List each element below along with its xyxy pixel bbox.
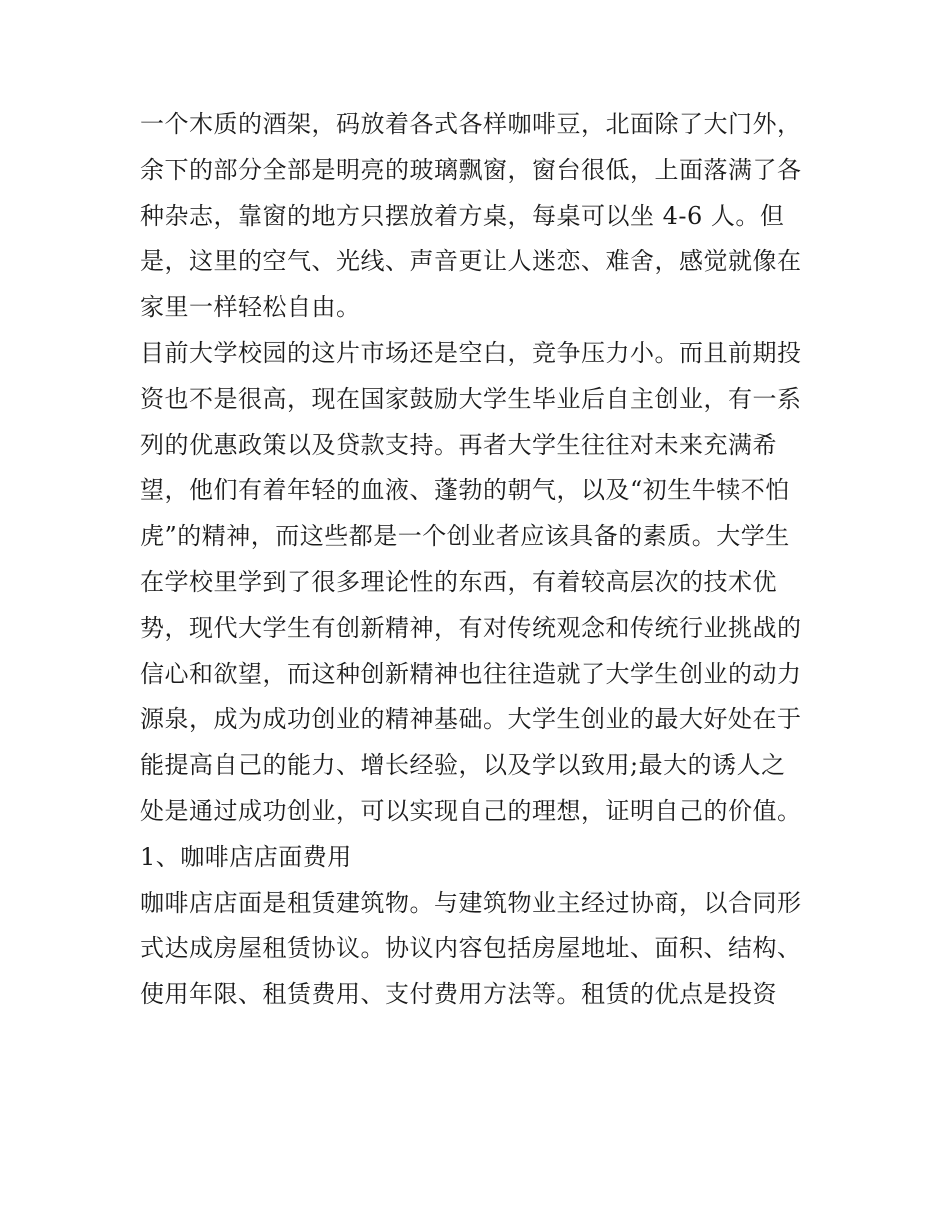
text-line: 使用年限、租赁费用、支付费用方法等。租赁的优点是投资 — [140, 980, 777, 1009]
text-line: 列的优惠政策以及贷款支持。再者大学生往往对未来充满希 — [140, 430, 777, 459]
text-line: 一个木质的酒架，码放着各式各样咖啡豆，北面除了大门外， — [140, 110, 802, 138]
text-line: 在学校里学到了很多理论性的东西，有着较高层次的技术优 — [140, 567, 777, 596]
text-line: 式达成房屋租赁协议。协议内容包括房屋地址、面积、结构、 — [140, 934, 802, 963]
section-heading: 1、咖啡店店面费用 — [140, 842, 352, 871]
text-line: 目前大学校园的这片市场还是空白，竞争压力小。而且前期投 — [140, 338, 802, 367]
text-line: 是，这里的空气、光线、声音更让人迷恋、难舍，感觉就像在 — [140, 247, 802, 276]
text-line: 信心和欲望，而这种创新精神也往往造就了大学生创业的动力 — [140, 659, 802, 688]
text-line: 虎”的精神，而这些都是一个创业者应该具备的素质。大学生 — [140, 522, 790, 551]
text-line: 望，他们有着年轻的血液、蓬勃的朝气，以及“初生牛犊不怕 — [140, 476, 790, 505]
document-body — [140, 102, 820, 1018]
text-line: 咖啡店店面是租赁建筑物。与建筑物业主经过协商，以合同形 — [140, 888, 802, 917]
text-line: 种杂志，靠窗的地方只摆放着方桌，每桌可以坐 4-6 人。但 — [140, 201, 785, 230]
text-line: 家里一样轻松自由。 — [140, 293, 361, 322]
text-line: 资也不是很高，现在国家鼓励大学生毕业后自主创业，有一系 — [140, 384, 802, 413]
text-line: 能提高自己的能力、增长经验，以及学以致用;最大的诱人之 — [140, 751, 786, 780]
text-line: 余下的部分全部是明亮的玻璃飘窗，窗台很低，上面落满了各 — [140, 155, 802, 184]
text-line: 处是通过成功创业，可以实现自己的理想，证明自己的价值。 — [140, 796, 802, 825]
text-line: 源泉，成为成功创业的精神基础。大学生创业的最大好处在于 — [140, 705, 802, 734]
text-line: 势，现代大学生有创新精神，有对传统观念和传统行业挑战的 — [140, 613, 802, 642]
